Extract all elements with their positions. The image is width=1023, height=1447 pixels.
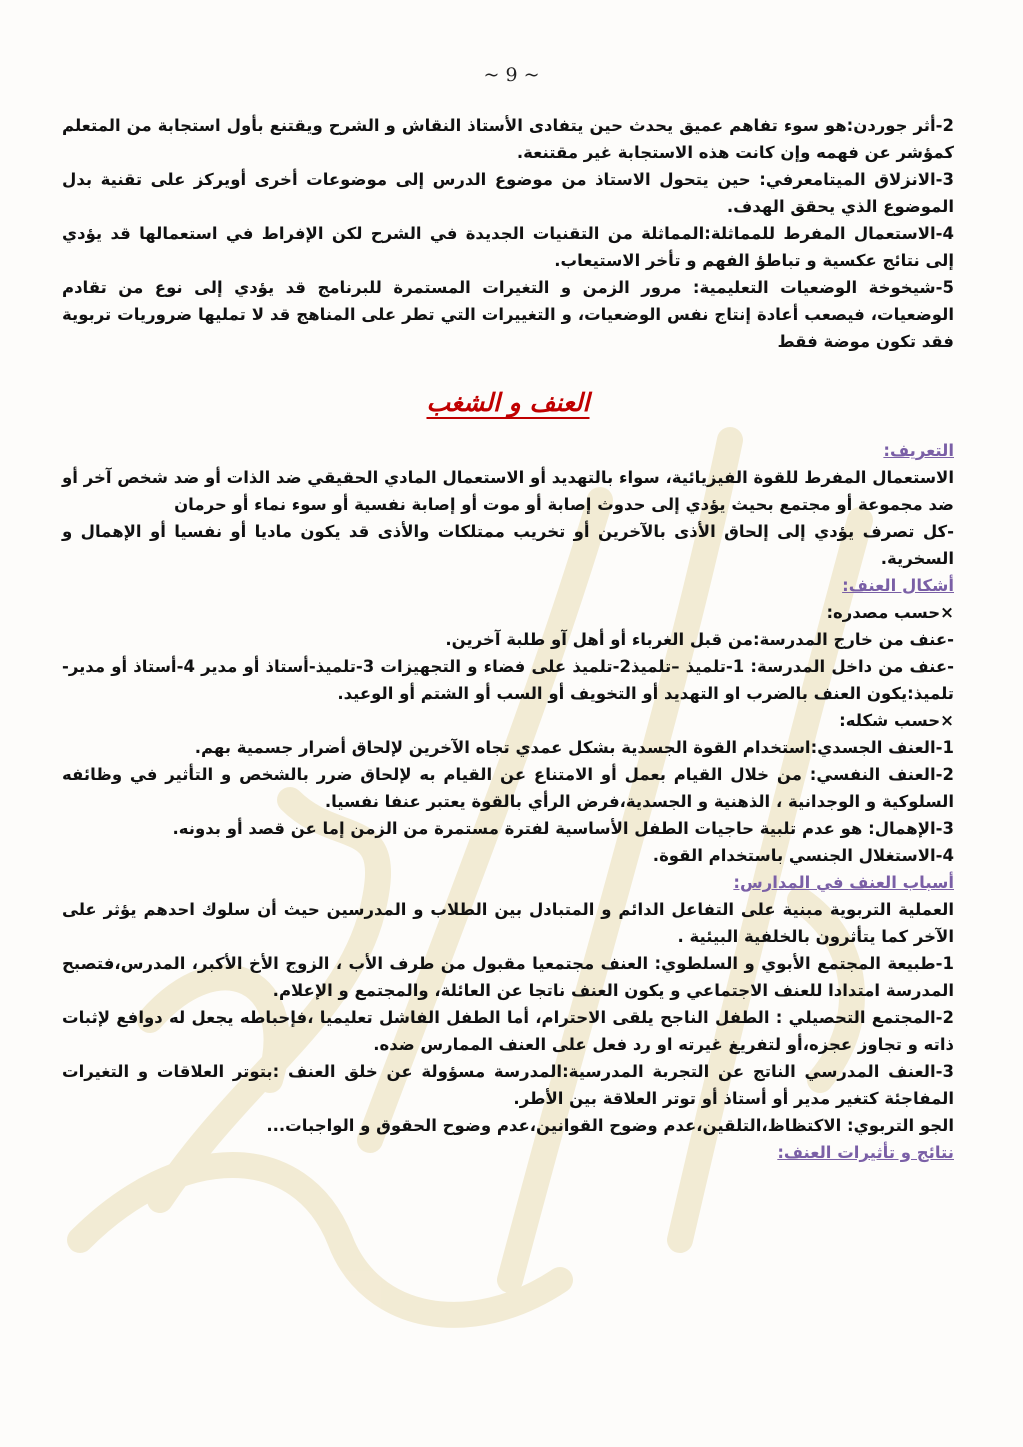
- forms-item: 1-العنف الجسدي:استخدام القوة الجسدية بشكل عمدي تجاه الآخرين لإلحاق أضرار جسمية بهم.: [194, 738, 954, 757]
- definition-paragraph: الاستعمال المفرط للقوة الفيزيائية، سواء بالتهديد أو الاستعمال المادي الحقيقي ضد الذات أو ضد شخص آخر أو ضد مجموعة أو مجتمع بحيث يؤدي إلى حدوث إصابة أو موت أو إصابة نفسية أو سوء نماء أو حرمان: [62, 468, 954, 514]
- forms-item: -عنف من خارج المدرسة:من قبل الغرباء أو أهل آو طلبة آخرين.: [445, 630, 954, 649]
- forms-by-source-label: ×حسب مصدره:: [826, 603, 954, 622]
- causes-heading: أسباب العنف في المدارس:: [733, 873, 954, 892]
- forms-heading: أشكال العنف:: [842, 576, 954, 595]
- effects-heading: نتائج و تأثيرات العنف:: [777, 1143, 954, 1162]
- intro-item: 2-أثر جوردن:هو سوء تفاهم عميق يحدث حين يتفادى الأستاذ النقاش و الشرح ويقتنع بأول استجابة من المتعلم كمؤشر عن فهمه وإن كانت هذه الاستجابة غير مقتنعة.: [62, 116, 954, 162]
- causes-section: [62, 869, 954, 1139]
- forms-by-form-label: ×حسب شكله:: [839, 711, 954, 730]
- forms-item: -عنف من داخل المدرسة: 1-تلميذ –تلميذ2-تلميذ على فضاء و التجهيزات 3-تلميذ-أستاذ أو مدير 4-أستاذ أو مدير-تلميذ:يكون العنف بالضرب او التهديد أو التخويف أو السب أو الشتم أو الوعيد.: [62, 657, 954, 703]
- causes-item: 3-العنف المدرسي الناتج عن التجربة المدرسية:المدرسة مسؤولة عن خلق العنف :بتوتر العلاقات و التغيرات المفاجئة كتغير مدير أو أستاذ أو توتر العلاقة بين الأطر.: [62, 1062, 954, 1108]
- section-title-wrap: [62, 389, 954, 419]
- causes-item: الجو التربوي: الاكتظاظ،التلقين،عدم وضوح القوانين،عدم وضوح الحقوق و الواجبات...: [266, 1116, 954, 1135]
- intro-section: [62, 112, 954, 355]
- causes-item: 1-طبيعة المجتمع الأبوي و السلطوي: العنف مجتمعيا مقبول من طرف الأب ، الزوج الأخ الأكبر، المدرس،فتصبح المدرسة امتدادا للعنف الاجتماعي و يكون العنف ناتجا عن العائلة، والمجتمع و الإعلام.: [62, 954, 954, 1000]
- definition-heading: التعريف:: [883, 441, 954, 460]
- forms-section: [62, 572, 954, 869]
- intro-item: 4-الاستعمال المفرط للمماثلة:المماثلة من التقنيات الجديدة في الشرح لكن الإفراط في استعمالها قد يؤدي إلى نتائج عكسية و تباطؤ الفهم و تأخر الاستيعاب.: [62, 224, 954, 270]
- section-title: العنف و الشغب: [426, 388, 590, 417]
- forms-item: 3-الإهمال: هو عدم تلبية حاجيات الطفل الأساسية لفترة مستمرة من الزمن إما عن قصد أو بدونه.: [172, 819, 954, 838]
- forms-item: 4-الاستغلال الجنسي باستخدام القوة.: [652, 846, 954, 865]
- page-number: ~ 9 ~: [483, 64, 540, 86]
- forms-item: 2-العنف النفسي: من خلال القيام بعمل أو الامتناع عن القيام به لإلحاق ضرر بالشخص و التأثير في وظائفه السلوكية و الوجدانية ، الذهنية و الجسدية،فرض الرأي بالقوة يعتبر عنفا نفسيا.: [62, 765, 954, 811]
- document-body: [62, 112, 954, 1166]
- intro-item: 3-الانزلاق الميتامعرفي: حين يتحول الاستاذ من موضوع الدرس إلى موضوعات أخرى أويركز على تقنية بدل الموضوع الذي يحقق الهدف.: [62, 170, 954, 216]
- causes-item: العملية التربوية مبنية على التفاعل الدائم و المتبادل بين الطلاب و المدرسين حيث أن سلوك احدهم يؤثر على الآخر كما يتأثرون بالخلفية البيئية .: [62, 900, 954, 946]
- causes-item: 2-المجتمع التحصيلي : الطفل الناجح يلقى الاحترام، أما الطفل الفاشل تعليميا ،فإحباطه يجعل له دوافع لإثبات ذاته و تجاوز عجزه،أو لتفريغ غيرته او رد فعل على العنف الممارس ضده.: [62, 1008, 954, 1054]
- intro-item: 5-شيخوخة الوضعيات التعليمية: مرور الزمن و التغيرات المستمرة للبرنامج قد يؤدي إلى نوع من تقادم الوضعيات، فيصعب أعادة إنتاج نفس الوضعيات، و التغييرات التي تطر على المناهج قد لا تمليها ضروريات تربوية فقد تكون موضة فقط: [62, 278, 954, 351]
- definition-paragraph: -كل تصرف يؤدي إلى إلحاق الأذى بالآخرين أو تخريب ممتلكات والأذى قد يكون ماديا أو نفسيا أو الإهمال و السخرية.: [62, 522, 954, 568]
- definition-section: [62, 437, 954, 572]
- effects-section: [62, 1139, 954, 1166]
